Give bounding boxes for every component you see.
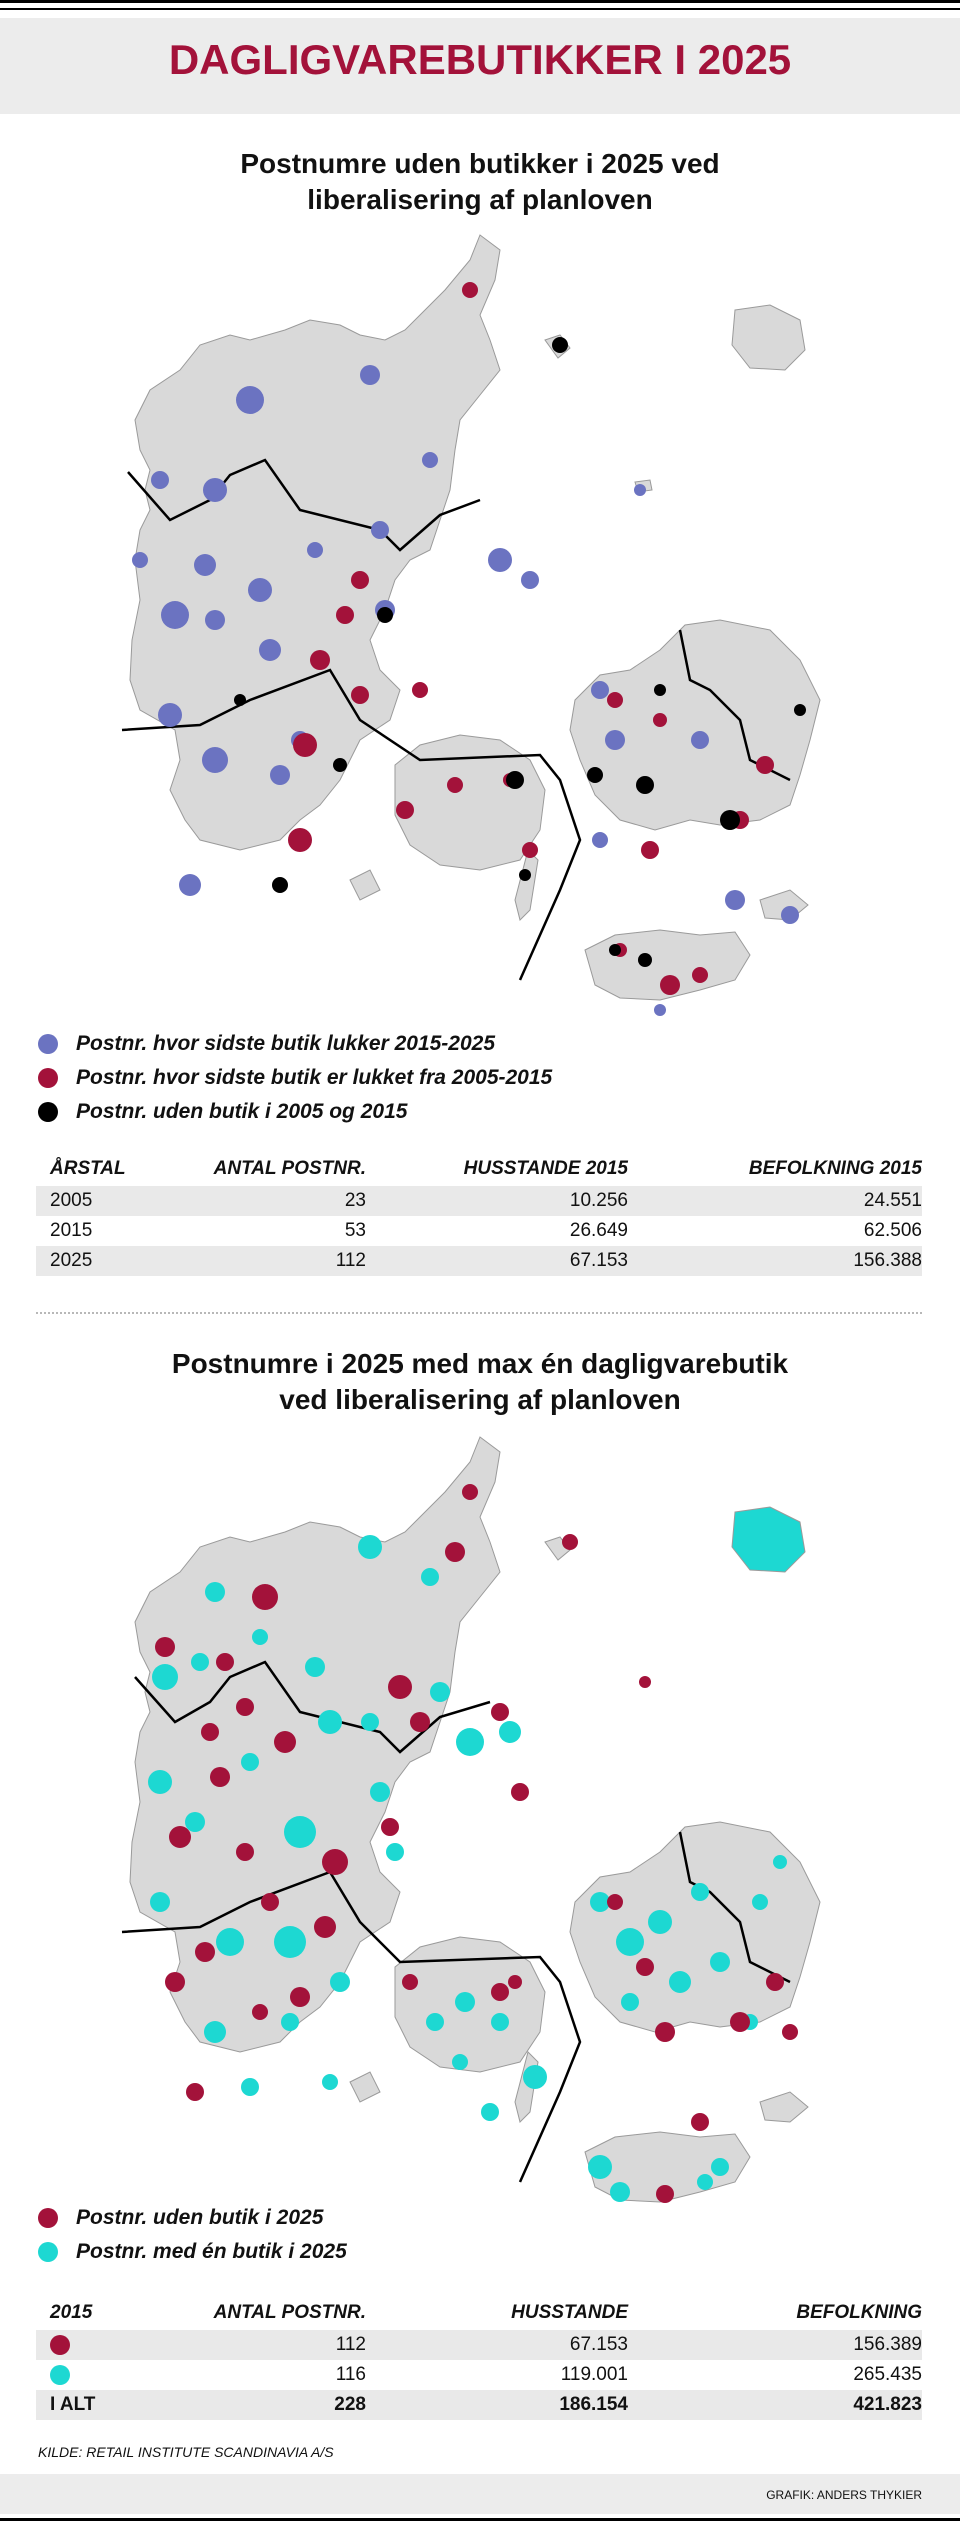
section2-title-line2: ved liberalisering af planloven <box>279 1384 681 1415</box>
moen <box>760 2092 808 2122</box>
table2-header-year: 2015 <box>50 2302 93 2323</box>
table2-cell: 119.001 <box>560 2364 628 2385</box>
legend1-dot-black <box>38 1102 58 1122</box>
legend2-item-cyan <box>38 2238 347 2266</box>
section1-title-line1: Postnumre uden butikker i 2025 ved <box>240 148 720 179</box>
table2-cell: 67.153 <box>366 2330 628 2360</box>
table-postcodes-max-one-store <box>36 2298 922 2420</box>
table1-cell: 62.506 <box>863 1220 922 1241</box>
table-row-total <box>36 2390 922 2420</box>
legend1-dot-blue <box>38 1034 58 1054</box>
table-postcodes-without-stores <box>36 1154 922 1276</box>
legend2-item-red <box>38 2204 323 2232</box>
table-row <box>36 1216 922 1246</box>
table1-cell: 23 <box>156 1186 366 1216</box>
table1-header-households: HUSSTANDE 2015 <box>463 1158 628 1179</box>
table2-cell: 265.435 <box>853 2364 922 2385</box>
table2-cell: 186.154 <box>366 2390 628 2420</box>
table2-cell: 156.389 <box>628 2330 922 2360</box>
bornholm <box>732 305 805 370</box>
page-title: DAGLIGVAREBUTIKKER I 2025 <box>168 36 792 83</box>
legend1-label-blue: Postnr. hvor sidste butik lukker 2015-2025 <box>76 1032 496 1055</box>
table2-header-count: ANTAL POSTNR. <box>213 2302 366 2323</box>
source-note: KILDE: RETAIL INSTITUTE SCANDINAVIA A/S <box>38 2444 334 2460</box>
legend2-label-cyan: Postnr. med én butik i 2025 <box>76 2240 347 2263</box>
legend2-dot-cyan <box>38 2242 58 2262</box>
bottom-rule <box>0 2518 960 2521</box>
legend2-label-red: Postnr. uden butik i 2025 <box>76 2206 324 2229</box>
table2-cell: 421.823 <box>628 2390 922 2420</box>
row-dot-red <box>50 2335 70 2355</box>
table1-cell: 24.551 <box>628 1186 922 1216</box>
table1-cell: 53 <box>344 1220 366 1241</box>
table-row <box>36 1186 922 1216</box>
section1-title-line2: liberalisering af planloven <box>307 184 653 215</box>
section2-title <box>0 1346 960 1418</box>
als <box>350 870 380 900</box>
table1-cell: 26.649 <box>569 1220 628 1241</box>
table1-header-population: BEFOLKNING 2015 <box>748 1158 922 1179</box>
table-row <box>36 2360 922 2390</box>
top-rule-thin <box>0 8 960 10</box>
bornholm <box>732 1507 805 1572</box>
table2-cell: 116 <box>335 2364 366 2385</box>
table2-row-dot-cell <box>36 2330 156 2360</box>
table1-cell: 112 <box>156 1246 366 1276</box>
table2-cell: 228 <box>156 2390 366 2420</box>
legend1-dot-red <box>38 1068 58 1088</box>
table1-header-count: ANTAL POSTNR. <box>213 1158 366 1179</box>
table1-cell: 2005 <box>36 1186 156 1216</box>
table1-header-year: ÅRSTAL <box>50 1158 126 1179</box>
legend1-item-black <box>38 1098 407 1126</box>
table2-cell: 112 <box>156 2330 366 2360</box>
zealand <box>570 1822 820 2032</box>
map-denmark-no-stores <box>0 220 960 1020</box>
section-divider <box>36 1312 922 1314</box>
table1-cell: 156.388 <box>628 1246 922 1276</box>
section2-title-line1: Postnumre i 2025 med max én dagligvarebutik <box>171 1348 789 1379</box>
legend1-item-blue <box>38 1030 495 1058</box>
section1-title <box>0 146 960 218</box>
table2-header-population: BEFOLKNING <box>796 2302 922 2323</box>
zealand <box>570 620 820 830</box>
als <box>350 2072 380 2102</box>
top-rule <box>0 0 960 3</box>
table2-cell: I ALT <box>36 2390 156 2420</box>
graphic-credit: GRAFIK: ANDERS THYKIER <box>766 2488 922 2502</box>
table1-cell: 10.256 <box>366 1186 628 1216</box>
table1-header <box>36 1154 922 1186</box>
table2-row-dot-cell <box>36 2360 156 2390</box>
legend1-label-black: Postnr. uden butik i 2005 og 2015 <box>76 1100 408 1123</box>
legend1-label-red: Postnr. hvor sidste butik er lukket fra 2005-2015 <box>76 1066 553 1089</box>
legend2-dot-red <box>38 2208 58 2228</box>
legend1-item-red <box>38 1064 552 1092</box>
table1-cell: 67.153 <box>366 1246 628 1276</box>
map-denmark-max-one-store <box>0 1422 960 2222</box>
table-row <box>36 1246 922 1276</box>
row-dot-cyan <box>50 2365 70 2385</box>
table-row <box>36 2330 922 2360</box>
table2-header <box>36 2298 922 2330</box>
table1-cell: 2025 <box>36 1246 156 1276</box>
table2-header-households: HUSSTANDE <box>511 2302 628 2323</box>
table1-cell: 2015 <box>50 1220 93 1241</box>
